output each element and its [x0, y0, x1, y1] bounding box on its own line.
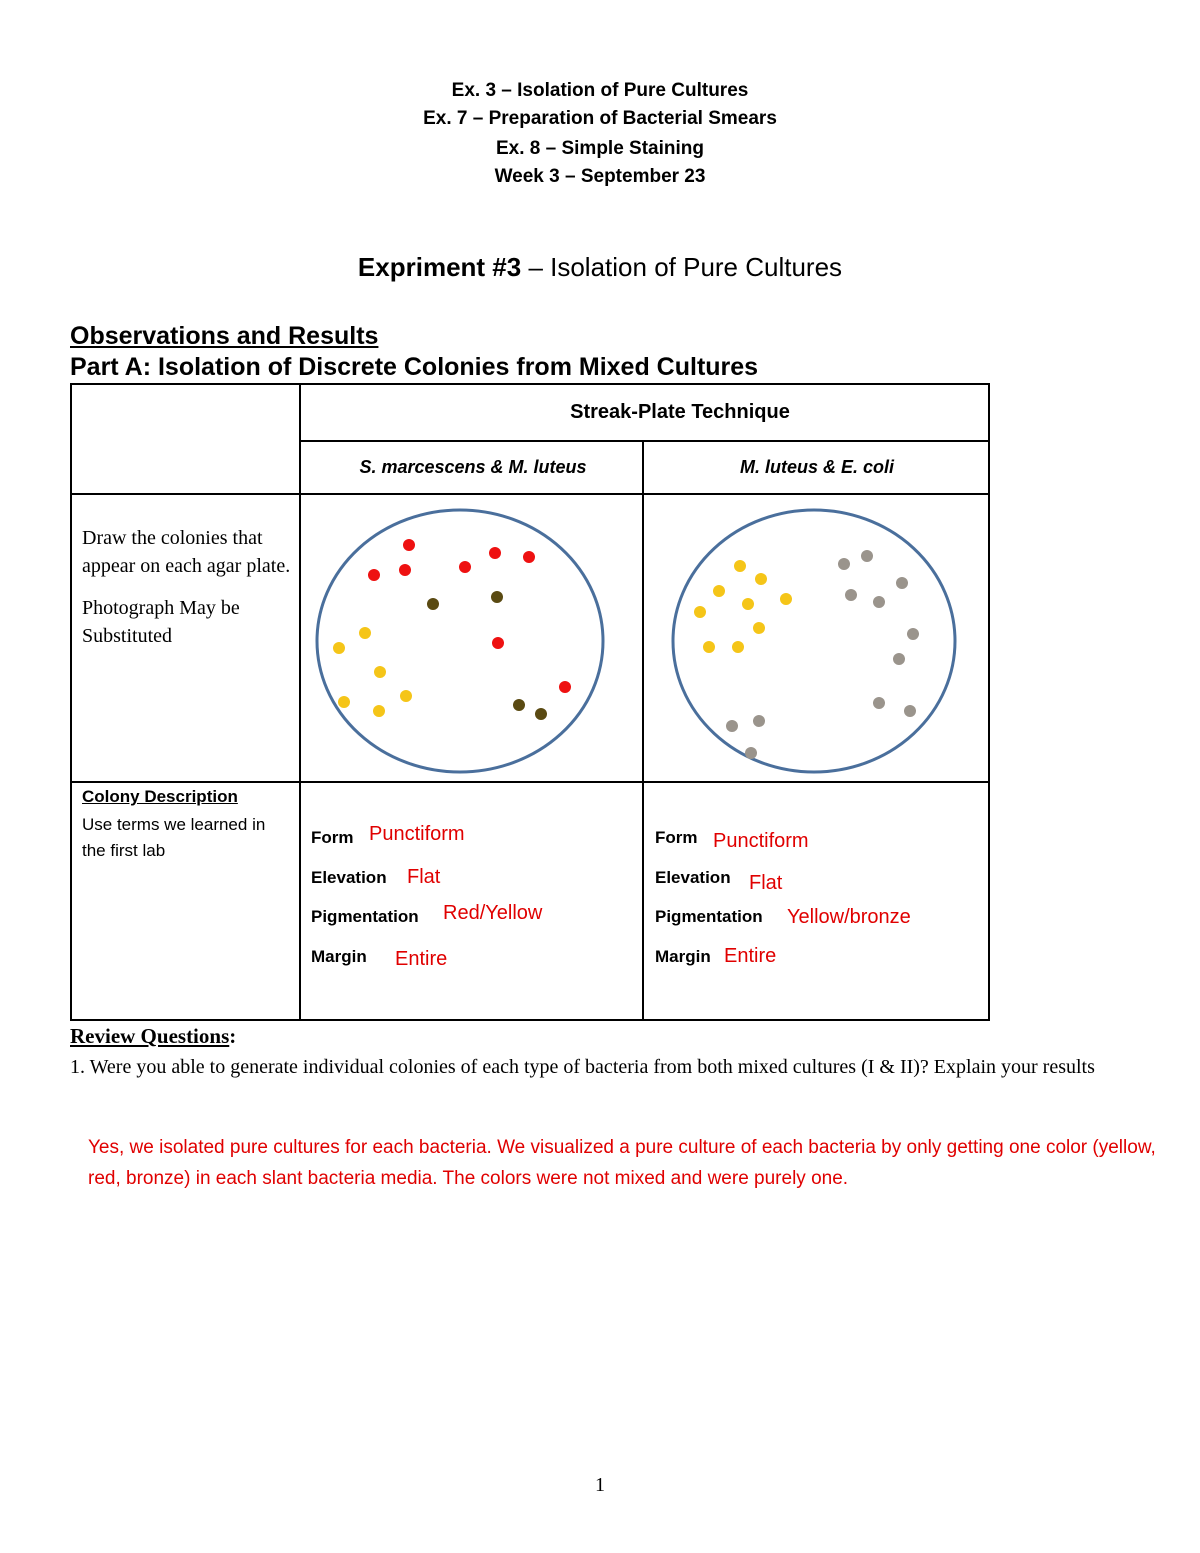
colony — [368, 569, 380, 581]
colony — [399, 564, 411, 576]
colony — [333, 642, 345, 654]
colony-description-subtitle: Use terms we learned in the first lab — [82, 815, 266, 860]
col2-margin-value: Entire — [724, 945, 777, 967]
review-questions-heading — [70, 1024, 236, 1049]
header-line-2: Ex. 7 – Preparation of Bacterial Smears — [423, 108, 777, 129]
col1-pigmentation-value: Red/Yellow — [443, 902, 543, 924]
col2-margin-label: Margin — [655, 947, 711, 966]
colony — [359, 627, 371, 639]
colony — [459, 561, 471, 573]
table-divider-h2 — [70, 493, 990, 495]
draw-instructions — [82, 524, 292, 664]
table-border-top — [70, 383, 990, 385]
col1-form-label: Form — [311, 828, 354, 847]
colony — [491, 591, 503, 603]
table-border-bottom — [70, 1019, 990, 1021]
colony — [726, 720, 738, 732]
column-1-header: S. marcescens & M. luteus — [359, 457, 587, 477]
agar-plate-2 — [670, 507, 960, 777]
answer-1: Yes, we isolated pure cultures for each bacteria. We visualized a pure culture of each bacteria by only getting one color (yellow, red, bronze) in each slant bacteria media. The colors were not mixed and were purely one. — [88, 1137, 1156, 1189]
col2-elevation-value: Flat — [749, 872, 783, 894]
question-1: 1. Were you able to generate individual colonies of each type of bacteria from both mixed cultures (I & II)? Explain your results — [70, 1056, 1095, 1078]
colony-description-title: Colony Description — [82, 787, 238, 806]
plate-1-red-colonies — [368, 539, 571, 693]
experiment-title-bold: Expriment #3 — [357, 252, 522, 282]
col2-pigmentation-label: Pigmentation — [655, 907, 763, 926]
table-border-right — [988, 383, 990, 1021]
colony — [745, 747, 757, 759]
plate-2-gray-colonies — [726, 550, 919, 759]
col1-elevation-label: Elevation — [311, 868, 387, 887]
col2-form-value: Punctiform — [713, 830, 809, 852]
colony — [374, 666, 386, 678]
colony — [427, 598, 439, 610]
header-line-4: Week 3 – September 23 — [494, 166, 706, 187]
colony — [734, 560, 746, 572]
col2-pigmentation-value: Yellow/bronze — [787, 906, 911, 928]
colony — [753, 715, 765, 727]
col1-elevation-value: Flat — [407, 866, 441, 888]
colony — [400, 690, 412, 702]
colony — [513, 699, 525, 711]
colony — [838, 558, 850, 570]
agar-plate-1 — [314, 507, 608, 777]
colony — [703, 641, 715, 653]
colony — [753, 622, 765, 634]
review-questions-title: Review Questions — [70, 1024, 230, 1048]
page-number: 1 — [595, 1474, 605, 1496]
colony — [755, 573, 767, 585]
streak-plate-table — [70, 383, 990, 1021]
table-divider-v2 — [642, 440, 644, 1021]
colony — [845, 589, 857, 601]
colony — [523, 551, 535, 563]
table-divider-h3 — [70, 781, 990, 783]
colony — [907, 628, 919, 640]
colony — [904, 705, 916, 717]
photograph-text: Photograph May be Substituted — [82, 597, 240, 647]
header-line-1: Ex. 3 – Isolation of Pure Cultures — [451, 80, 749, 101]
colony — [861, 550, 873, 562]
colony — [893, 653, 905, 665]
colony — [780, 593, 792, 605]
colony — [742, 598, 754, 610]
column-2-header: M. luteus & E. coli — [739, 457, 895, 477]
colony — [896, 577, 908, 589]
technique-header: Streak-Plate Technique — [570, 401, 790, 423]
table-border-left — [70, 383, 72, 1021]
colony — [338, 696, 350, 708]
review-questions-colon: : — [229, 1024, 237, 1048]
col2-form-label: Form — [655, 828, 698, 847]
observations-heading: Observations and Results — [70, 322, 379, 350]
col1-pigmentation-label: Pigmentation — [311, 907, 419, 926]
colony — [694, 606, 706, 618]
plate-1-yellow-colonies — [333, 627, 412, 717]
plate-1-brown-colonies — [427, 591, 547, 720]
colony — [403, 539, 415, 551]
header-line-3: Ex. 8 – Simple Staining — [495, 138, 704, 159]
colony — [492, 637, 504, 649]
plate-2-outline — [673, 510, 955, 772]
colony — [535, 708, 547, 720]
part-a-heading: Part A: Isolation of Discrete Colonies from Mixed Cultures — [70, 353, 759, 381]
col1-form-value: Punctiform — [369, 823, 465, 845]
colony — [873, 697, 885, 709]
plate-1-outline — [317, 510, 603, 772]
colony — [732, 641, 744, 653]
colony — [873, 596, 885, 608]
colony — [373, 705, 385, 717]
experiment-title-rest: – Isolation of Pure Cultures — [521, 252, 843, 282]
colony — [489, 547, 501, 559]
table-divider-h1 — [299, 440, 990, 442]
col1-margin-value: Entire — [395, 948, 448, 970]
draw-colonies-text: Draw the colonies that appear on each agar plate. — [82, 527, 291, 577]
experiment-title — [0, 252, 1200, 283]
colony — [713, 585, 725, 597]
table-divider-v1 — [299, 383, 301, 1021]
colony — [559, 681, 571, 693]
col2-elevation-label: Elevation — [655, 868, 731, 887]
col1-margin-label: Margin — [311, 947, 367, 966]
plate-2-yellow-colonies — [694, 560, 792, 653]
